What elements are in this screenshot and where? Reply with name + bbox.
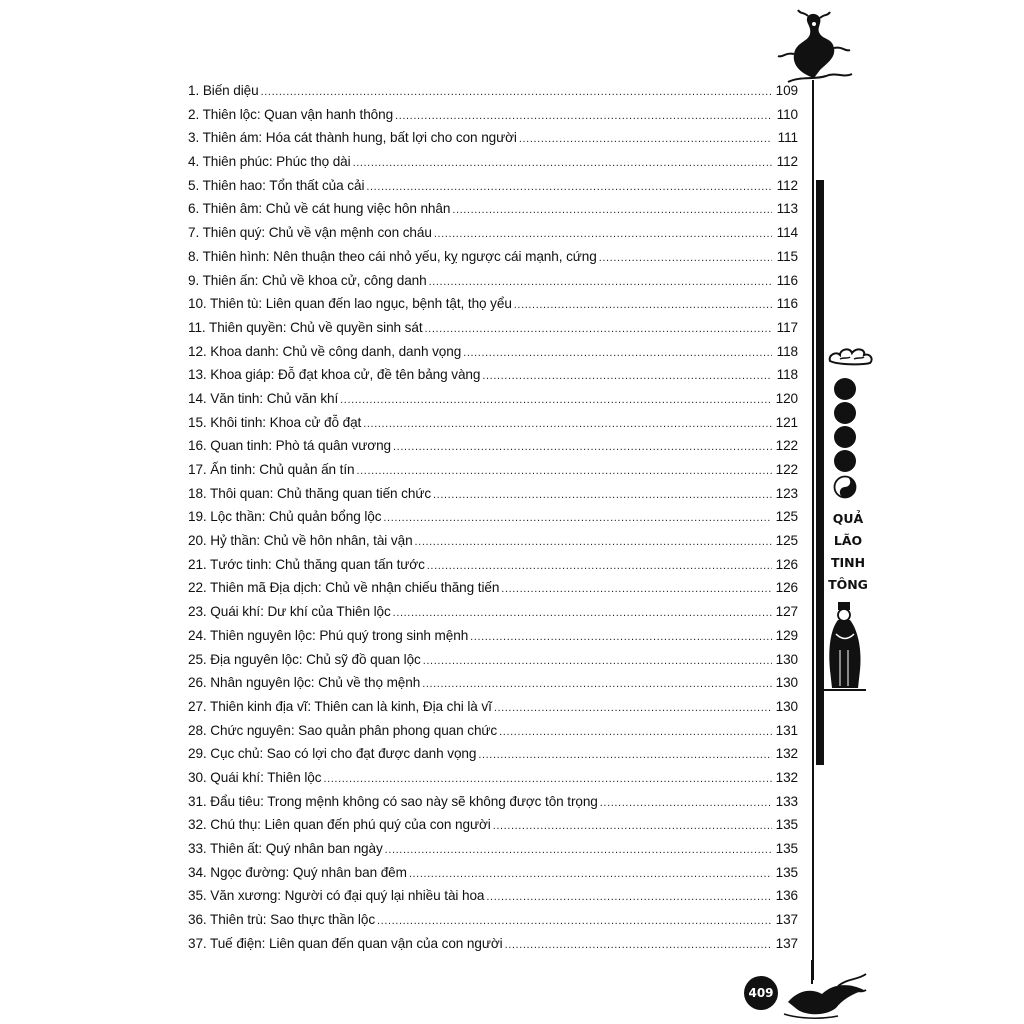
toc-entry: [188, 273, 798, 297]
toc-entry-page: 122: [775, 438, 798, 454]
book-title-line: TINH: [830, 555, 866, 570]
dot-leader: [470, 631, 772, 643]
toc-entry-page: 135: [775, 841, 798, 856]
toc-entry-title: 37. Tuế điện: Liên quan đến quan vận của con người: [188, 935, 503, 951]
dot-leader: [429, 276, 772, 288]
phoenix-tail-icon: [778, 960, 868, 1020]
ornament-dot: [834, 402, 856, 424]
dot-leader: [340, 394, 772, 406]
dragon-icon: [774, 8, 854, 86]
dot-leader: [415, 536, 772, 548]
toc-entry-title: 16. Quan tinh: Phò tá quân vương: [188, 438, 392, 454]
toc-entry-page: 122: [775, 462, 798, 477]
book-title-line: LÃO: [833, 533, 863, 548]
toc-entry: [188, 249, 798, 273]
dot-leader: [433, 489, 772, 501]
toc-entry-title: 17. Ấn tinh: Chủ quản ấn tín: [188, 462, 355, 477]
toc-entry-title: 2. Thiên lộc: Quan vận hanh thông: [188, 106, 394, 122]
dot-leader: [452, 204, 772, 216]
toc-entry-title: 5. Thiên hao: Tổn thất của cải: [188, 177, 365, 193]
toc-entry: [188, 723, 798, 747]
toc-entry-title: 21. Tước tinh: Chủ thăng quan tấn tước: [188, 556, 425, 572]
dot-leader: [393, 607, 772, 619]
toc-entry: [188, 794, 798, 818]
dot-leader: [494, 702, 772, 714]
toc-entry: [188, 107, 798, 131]
toc-entry-title: 18. Thôi quan: Chủ thăng quan tiến chức: [188, 485, 432, 501]
toc-entry: [188, 83, 798, 107]
toc-entry-page: 109: [775, 83, 798, 98]
toc-entry-page: 113: [776, 201, 798, 217]
toc-entry-page: 130: [775, 698, 798, 714]
toc-entry-page: 136: [775, 888, 798, 904]
toc-entry-page: 133: [775, 793, 798, 809]
dot-leader: [377, 915, 772, 927]
toc-entry-title: 4. Thiên phúc: Phúc thọ dài: [188, 154, 351, 170]
toc-entry-title: 7. Thiên quý: Chủ về vận mệnh con cháu: [188, 225, 432, 241]
dot-leader: [434, 228, 772, 240]
dot-leader: [409, 868, 772, 880]
toc-entry: [188, 580, 798, 604]
toc-entry: [188, 391, 798, 415]
toc-entry-page: 132: [775, 746, 798, 762]
toc-entry: [188, 746, 798, 770]
toc-entry-title: 33. Thiên ất: Quý nhân ban ngày: [188, 841, 383, 856]
toc-entry: [188, 225, 798, 249]
toc-entry-title: 10. Thiên tù: Liên quan đến lao ngục, bệnh tật, thọ yểu: [188, 296, 512, 312]
toc-entry-title: 6. Thiên âm: Chủ về cát hung việc hôn nhân: [188, 201, 451, 217]
toc-entry: [188, 462, 798, 486]
table-of-contents: [188, 83, 798, 959]
toc-entry-title: 34. Ngọc đường: Quý nhân ban đêm: [188, 864, 407, 880]
toc-entry-page: 125: [775, 509, 798, 525]
toc-entry: [188, 533, 798, 557]
dot-leader: [395, 110, 772, 122]
toc-entry-title: 25. Địa nguyên lộc: Chủ sỹ đồ quan lộc: [188, 651, 421, 667]
toc-entry-title: 3. Thiên ám: Hóa cát thành hung, bất lợi cho con người: [188, 130, 517, 146]
toc-entry: [188, 557, 798, 581]
toc-entry-page: 127: [775, 604, 798, 620]
toc-entry-page: 126: [775, 580, 798, 596]
scholar-figure-icon: [822, 600, 868, 692]
dot-leader: [357, 465, 773, 477]
toc-entry: [188, 865, 798, 889]
dot-leader: [600, 797, 772, 809]
toc-entry: [188, 438, 798, 462]
book-title-line: TÔNG: [828, 577, 868, 592]
toc-entry-title: 12. Khoa danh: Chủ về công danh, danh vọng: [188, 343, 462, 359]
dot-leader: [463, 347, 772, 359]
toc-entry: [188, 486, 798, 510]
toc-entry-page: 110: [776, 106, 798, 122]
dot-leader: [599, 252, 772, 264]
toc-entry: [188, 154, 798, 178]
toc-entry-title: 27. Thiên kinh địa vĩ: Thiên can là kinh, Địa chi là vĩ: [188, 698, 492, 714]
dot-leader: [393, 441, 772, 453]
dot-leader: [366, 181, 772, 193]
toc-entry-page: 116: [776, 296, 798, 312]
toc-entry: [188, 675, 798, 699]
toc-entry-title: 8. Thiên hình: Nên thuận theo cái nhỏ yếu, kỵ ngược cái mạnh, cứng: [188, 248, 597, 264]
toc-entry: [188, 367, 798, 391]
toc-entry-page: 118: [776, 343, 798, 359]
toc-entry-page: 120: [775, 390, 798, 406]
toc-entry-title: 26. Nhân nguyên lộc: Chủ về thọ mệnh: [188, 675, 421, 691]
toc-entry-page: 131: [775, 722, 798, 738]
toc-entry: [188, 201, 798, 225]
toc-entry-title: 1. Biến diệu: [188, 83, 259, 98]
toc-entry-page: 129: [775, 627, 798, 643]
toc-entry-title: 32. Chú thụ: Liên quan đến phú quý của con người: [188, 817, 491, 833]
toc-entry: [188, 509, 798, 533]
toc-entry-page: 137: [775, 912, 798, 928]
toc-entry-page: 118: [776, 367, 798, 383]
toc-entry-page: 126: [775, 556, 798, 572]
toc-entry-title: 30. Quái khí: Thiên lộc: [188, 769, 322, 785]
toc-entry-title: 19. Lộc thần: Chủ quản bổng lộc: [188, 509, 382, 525]
toc-entry: [188, 130, 798, 154]
dot-leader: [519, 133, 772, 145]
dot-leader: [427, 560, 772, 572]
toc-entry: [188, 936, 798, 960]
dot-leader: [385, 844, 772, 856]
toc-entry-page: 114: [776, 225, 798, 241]
toc-entry-page: 121: [775, 414, 798, 430]
cloud-icon: [826, 345, 876, 367]
toc-entry-title: 29. Cục chủ: Sao có lợi cho đạt được danh vọng: [188, 746, 477, 762]
toc-entry: [188, 320, 798, 344]
dot-leader: [482, 370, 772, 382]
dot-leader: [323, 773, 772, 785]
toc-entry-page: 135: [775, 864, 798, 880]
toc-entry-page: 123: [775, 485, 798, 501]
toc-entry-title: 36. Thiên trù: Sao thực thần lộc: [188, 912, 376, 928]
dot-leader: [423, 655, 772, 667]
toc-entry: [188, 178, 798, 202]
toc-entry-page: 135: [775, 817, 798, 833]
yin-yang-icon: [833, 475, 857, 499]
dot-leader: [486, 891, 772, 903]
dot-leader: [514, 299, 772, 311]
toc-entry: [188, 628, 798, 652]
toc-entry-page: 112: [776, 154, 798, 170]
toc-entry: [188, 770, 798, 794]
ornament-dot: [834, 426, 856, 448]
toc-entry: [188, 296, 798, 320]
toc-entry-title: 31. Đẩu tiêu: Trong mệnh không có sao này sẽ không được tôn trọng: [188, 793, 598, 809]
toc-entry-page: 116: [776, 272, 798, 288]
toc-entry: [188, 652, 798, 676]
toc-entry-title: 23. Quái khí: Dư khí của Thiên lộc: [188, 604, 391, 620]
toc-entry-page: 130: [775, 675, 798, 691]
toc-entry-title: 14. Văn tinh: Chủ văn khí: [188, 390, 339, 406]
toc-entry-page: 125: [775, 533, 798, 549]
toc-entry-page: 137: [775, 935, 798, 951]
dot-leader: [261, 86, 772, 98]
toc-entry: [188, 415, 798, 439]
book-title: [826, 508, 870, 596]
vertical-rule: [812, 80, 814, 980]
toc-entry: [188, 344, 798, 368]
toc-entry-page: 115: [776, 248, 798, 264]
toc-entry: [188, 841, 798, 865]
toc-entry: [188, 699, 798, 723]
toc-entry-page: 117: [776, 319, 798, 335]
toc-entry-page: 130: [775, 651, 798, 667]
toc-entry-title: 9. Thiên ấn: Chủ về khoa cử, công danh: [188, 272, 427, 288]
dot-leader: [505, 939, 772, 951]
toc-entry-page: 111: [777, 130, 798, 146]
toc-entry-page: 132: [775, 769, 798, 785]
dot-leader: [363, 418, 772, 430]
dot-leader: [425, 323, 772, 335]
toc-entry-title: 22. Thiên mã Địa dịch: Chủ về nhận chiếu thăng tiến: [188, 580, 500, 596]
toc-entry: [188, 604, 798, 628]
toc-entry-title: 13. Khoa giáp: Đỗ đạt khoa cử, đề tên bảng vàng: [188, 367, 481, 383]
toc-entry: [188, 912, 798, 936]
dot-leader: [353, 157, 772, 169]
toc-entry-title: 15. Khôi tinh: Khoa cử đỗ đạt: [188, 414, 362, 430]
toc-entry: [188, 888, 798, 912]
dot-leader: [422, 678, 772, 690]
ornament-dot: [834, 450, 856, 472]
toc-entry-title: 20. Hỷ thần: Chủ về hôn nhân, tài vận: [188, 533, 413, 549]
toc-entry-title: 11. Thiên quyền: Chủ về quyền sinh sát: [188, 319, 423, 335]
toc-entry-title: 24. Thiên nguyên lộc: Phú quý trong sinh mệnh: [188, 627, 469, 643]
book-title-line: QUẢ: [832, 511, 864, 526]
dot-leader: [499, 726, 772, 738]
dot-leader: [501, 583, 772, 595]
toc-entry-page: 112: [776, 177, 798, 193]
toc-entry: [188, 817, 798, 841]
toc-entry-title: 28. Chức nguyên: Sao quản phân phong quan chức: [188, 722, 498, 738]
page-number: 409: [744, 976, 778, 1010]
dot-leader: [493, 820, 772, 832]
toc-entry-title: 35. Văn xương: Người có đại quý lại nhiều tài hoa: [188, 888, 485, 904]
dot-leader: [478, 749, 772, 761]
dot-leader: [383, 512, 772, 524]
ornament-dot: [834, 378, 856, 400]
